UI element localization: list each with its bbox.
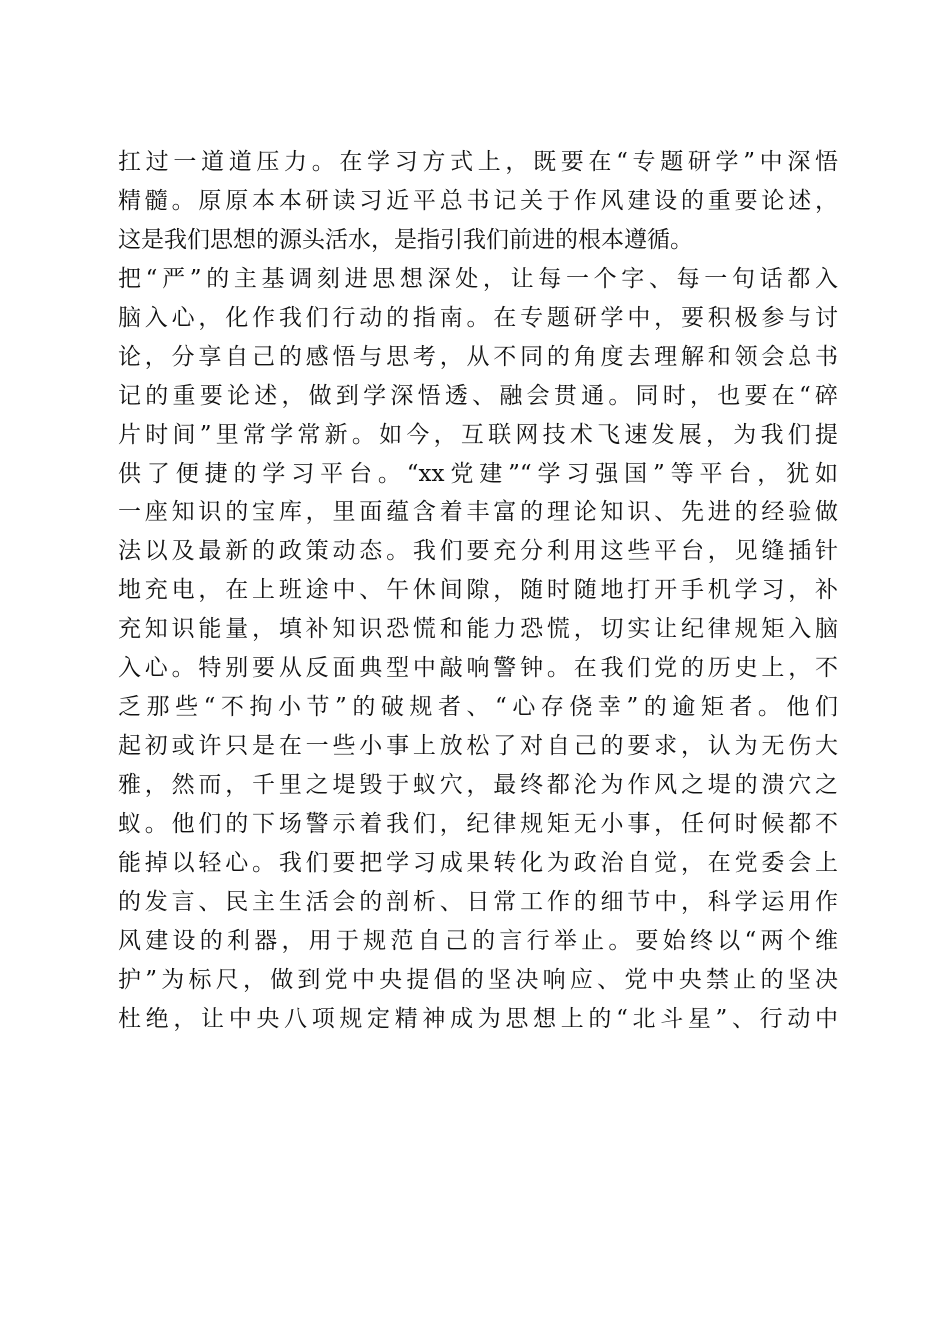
text-line-18: 蚁。他们的下场警示着我们，纪律规矩无小事，任何时候都不 [118, 810, 838, 837]
body-paragraph [118, 143, 838, 1039]
text-line-20: 的发言、民主生活会的剖析、日常工作的细节中，科学运用作 [118, 888, 838, 915]
text-line-16: 起初或许只是在一些小事上放松了对自己的要求，认为无伤大 [118, 733, 838, 760]
text-line-22: 护”为标尺，做到党中央提倡的坚决响应、党中央禁止的坚决 [118, 966, 838, 993]
text-line-7: 记的重要论述，做到学深悟透、融会贯通。同时，也要在“碎 [118, 382, 838, 409]
text-line-1: 扛过一道道压力。在学习方式上，既要在“专题研学”中深悟 [118, 149, 838, 175]
text-line-5: 脑入心，化作我们行动的指南。在专题研学中，要积极参与讨 [118, 304, 838, 331]
text-line-23: 杜绝，让中央八项规定精神成为思想上的“北斗星”、行动中 [118, 1005, 838, 1032]
text-line-21: 风建设的利器，用于规范自己的言行举止。要始终以“两个维 [118, 927, 838, 954]
text-line-12: 地充电，在上班途中、午休间隙，随时随地打开手机学习，补 [118, 577, 838, 604]
text-line-17: 雅，然而，千里之堤毁于蚁穴，最终都沦为作风之堤的溃穴之 [118, 772, 838, 798]
text-line-13: 充知识能量，填补知识恐慌和能力恐慌，切实让纪律规矩入脑 [118, 616, 838, 643]
text-line-3: 这是我们思想的源头活水，是指引我们前进的根本遵循。 [118, 226, 693, 253]
text-line-15: 乏那些“不拘小节”的破规者、“心存侥幸”的逾矩者。他们 [118, 694, 838, 721]
text-line-4: 把“严”的主基调刻进思想深处，让每一个字、每一句话都入 [118, 265, 838, 292]
text-line-10: 一座知识的宝库，里面蕴含着丰富的理论知识、先进的经验做 [118, 499, 838, 526]
text-line-9: 供了便捷的学习平台。“xx党建”“学习强国”等平台，犹如 [118, 460, 838, 487]
text-line-6: 论，分享自己的感悟与思考，从不同的角度去理解和领会总书 [118, 343, 838, 370]
text-line-11: 法以及最新的政策动态。我们要充分利用这些平台，见缝插针 [118, 538, 838, 565]
text-line-19: 能掉以轻心。我们要把学习成果转化为政治自觉，在党委会上 [118, 849, 838, 876]
text-line-14: 入心。特别要从反面典型中敲响警钟。在我们党的历史上，不 [118, 655, 838, 682]
text-line-2: 精髓。原原本本研读习近平总书记关于作风建设的重要论述， [118, 187, 838, 214]
text-line-8: 片时间”里常学常新。如今，互联网技术飞速发展，为我们提 [118, 421, 838, 448]
